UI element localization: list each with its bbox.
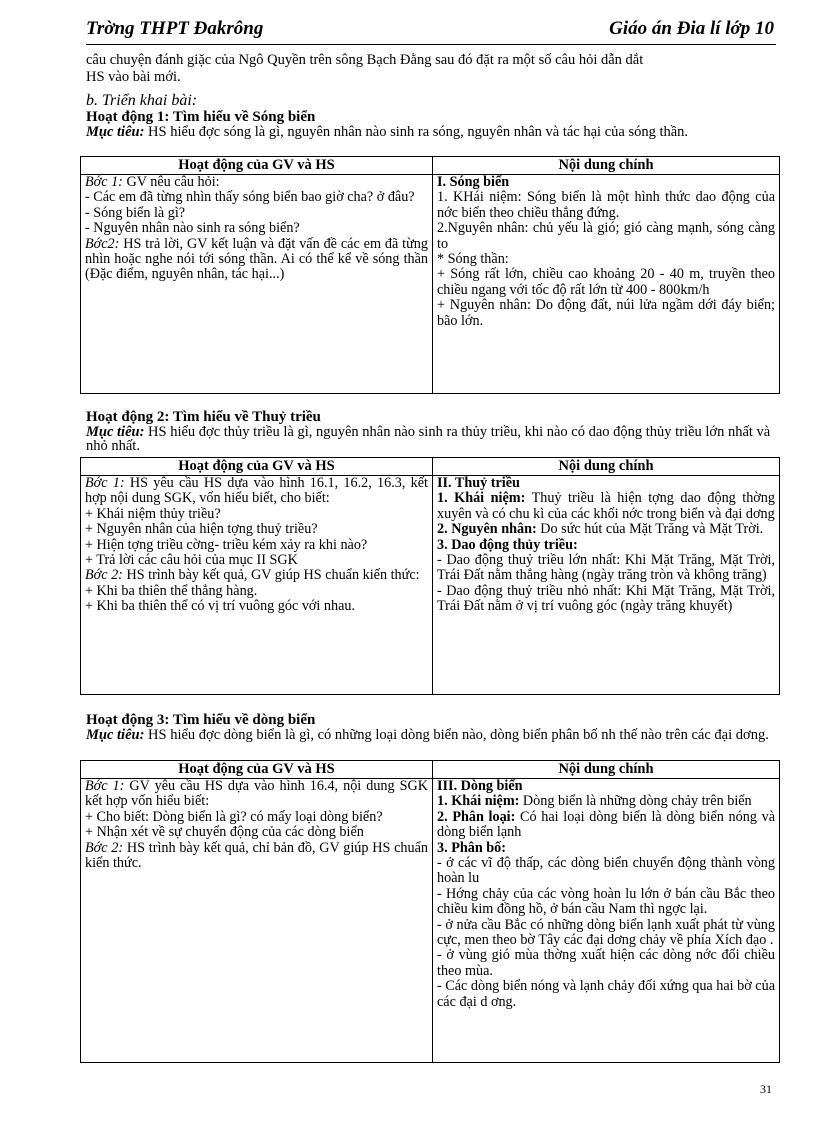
goal-label: Mục tiêu:	[86, 424, 145, 440]
paragraph-text: - ở nửa cầu Bắc có những dòng biển lạnh xuất phát từ vùng cực, men theo bờ Tây các đại dơng chảy về phía Xích đạo .	[437, 916, 775, 949]
paragraph-text: + Khi ba thiên thể có vị trí vuông góc với nhau.	[85, 598, 356, 615]
section-subheading: b. Triển khai bài:	[86, 92, 198, 109]
paragraph-text: + Khi ba thiên thể thẳng hàng.	[85, 582, 258, 599]
paragraph-text: + Nguyên nhân của hiện tợng thuỷ triều?	[85, 521, 318, 538]
bold-heading: 3. Dao động thủy triều:	[437, 536, 578, 553]
cell-paragraph	[85, 175, 428, 190]
activity-2-table	[80, 457, 780, 695]
cell-paragraph	[437, 948, 775, 979]
cell-paragraph	[85, 584, 428, 599]
activity-3-goal	[86, 728, 782, 742]
cell-paragraph	[85, 779, 428, 810]
cell-paragraph	[437, 841, 775, 856]
paragraph-text: - Hớng chảy của các vòng hoàn lu lớn ở bán cầu Bắc theo chiều kim đồng hồ, ở bán cầu Nam thì ngợc lại.	[437, 885, 775, 918]
cell-paragraph	[85, 599, 428, 614]
paragraph-text: Dòng biển là những dòng chảy trên biển	[519, 793, 752, 810]
paragraph-text: - Nguyên nhân nào sinh ra sóng biển?	[85, 220, 300, 237]
cell-paragraph	[437, 252, 775, 267]
bold-heading: 1. Khái niệm:	[437, 490, 526, 507]
activity-3-title: Hoạt động 3: Tìm hiểu về dòng biển	[86, 712, 316, 728]
paragraph-text: - Sóng biển là gì?	[85, 204, 186, 221]
cell-paragraph	[85, 538, 428, 553]
paragraph-text: HS trình bày kết quả, chỉ bản đồ, GV giúp HS chuẩn kiến thức.	[85, 839, 428, 872]
cell-paragraph	[437, 175, 775, 190]
cell-paragraph	[85, 507, 428, 522]
cell-paragraph	[437, 553, 775, 584]
activity-1-goal	[86, 125, 782, 139]
paragraph-text: + Trả lời các câu hỏi của mục II SGK	[85, 552, 298, 569]
cell-paragraph	[437, 810, 775, 841]
table-header-left: Hoạt động của GV và HS	[81, 157, 433, 175]
table-header-right: Nội dung chính	[433, 458, 780, 476]
table-header-right: Nội dung chính	[433, 157, 780, 175]
activity-1-title: Hoạt động 1: Tìm hiểu về Sóng biển	[86, 109, 316, 125]
intro-paragraph	[86, 52, 778, 86]
cell-paragraph	[437, 779, 775, 794]
table-header-right: Nội dung chính	[433, 761, 780, 779]
intro-line: HS vào bài mới.	[86, 69, 181, 85]
paragraph-text: Do sức hút của Mặt Trăng và Mặt Trời.	[536, 521, 764, 538]
paragraph-text: GV nêu câu hỏi:	[122, 174, 220, 190]
activity-3-table	[80, 760, 780, 1063]
cell-paragraph	[85, 522, 428, 537]
paragraph-text: + Nhận xét về sự chuyển động của các dòng biển	[85, 824, 364, 841]
paragraph-text: + Sóng rất lớn, chiều cao khoảng 20 - 40 m, truyền theo chiều ngang với tốc độ rất lớn từ 400 - 800km/h	[437, 266, 775, 298]
bold-heading: 2. Nguyên nhân:	[437, 521, 537, 538]
paragraph-text: - ở vùng gió mùa thờng xuất hiện các dòng nớc đổi chiều theo mùa.	[437, 947, 775, 979]
goal-text: HS hiểu đợc thủy triều là gì, nguyên nhân nào sinh ra thủy triều, khi nào có dao động thủy triều lớn nhất và nhỏ nhất.	[86, 424, 771, 454]
main-content	[433, 779, 780, 1063]
paragraph-text: - Các em đã từng nhìn thấy sóng biển bao giờ cha? ở đâu?	[85, 189, 415, 206]
teacher-student-activities	[81, 175, 433, 394]
paragraph-text: 1. KHái niệm: Sóng biển là một hình thức dao động của nớc biển theo chiều thẳng đứng.	[437, 189, 775, 221]
bold-heading: 2. Phân loại:	[437, 808, 516, 825]
step-label: Bớc 1:	[85, 475, 125, 491]
cell-paragraph	[437, 584, 775, 615]
teacher-student-activities	[81, 779, 433, 1063]
paragraph-text: + Nguyên nhân: Do động đất, núi lửa ngầm dới đáy biển; bão lớn.	[437, 297, 775, 329]
step-label: Bớc 1:	[85, 174, 123, 190]
step-label: Bớc 1:	[85, 778, 125, 794]
bold-heading: 3. Phân bố:	[437, 839, 506, 856]
activity-2-goal	[86, 425, 782, 453]
paragraph-text: + Cho biết: Dòng biển là gì? có mấy loại dòng biển?	[85, 808, 383, 825]
cell-paragraph	[437, 856, 775, 887]
page-number: 31	[760, 1082, 772, 1096]
bold-heading: II. Thuỷ triều	[437, 475, 520, 491]
goal-label: Mục tiêu:	[86, 727, 145, 743]
paragraph-text: + Hiện tợng triều cờng- triều kém xảy ra khi nào?	[85, 536, 368, 553]
bold-heading: I. Sóng biển	[437, 174, 510, 190]
paragraph-text: - ở các vĩ độ thấp, các dòng biển chuyển động thành vòng hoàn lu	[437, 855, 775, 887]
paragraph-text: - Các dòng biển nóng và lạnh chảy đối xứng qua hai bờ của các đại d ơng.	[437, 978, 775, 1010]
cell-paragraph	[437, 887, 775, 918]
cell-paragraph	[437, 476, 775, 491]
cell-paragraph	[437, 979, 775, 1010]
cell-paragraph	[85, 190, 428, 205]
cell-paragraph	[85, 221, 428, 236]
cell-paragraph	[85, 476, 428, 507]
goal-label: Mục tiêu:	[86, 124, 145, 140]
teacher-student-activities	[81, 476, 433, 695]
cell-paragraph	[437, 522, 775, 537]
cell-paragraph	[85, 553, 428, 568]
step-label: Bớc2:	[85, 235, 120, 252]
table-header-left: Hoạt động của GV và HS	[81, 458, 433, 476]
table-header-left: Hoạt động của GV và HS	[81, 761, 433, 779]
paragraph-text: Có hai loại dòng biển là dòng biển nóng và dòng biển lạnh	[437, 808, 775, 841]
cell-paragraph	[437, 267, 775, 298]
cell-paragraph	[437, 190, 775, 221]
school-name: Trờng THPT Đakrông	[86, 18, 264, 39]
goal-text: HS hiểu đợc dòng biển là gì, có những loại dòng biển nào, dòng biển phân bố nh thế nào trên các đại dơng.	[144, 727, 769, 743]
bold-heading: III. Dòng biển	[437, 778, 523, 794]
cell-paragraph	[85, 841, 428, 872]
main-content	[433, 476, 780, 695]
cell-paragraph	[437, 298, 775, 329]
cell-paragraph	[85, 237, 428, 283]
cell-paragraph	[85, 825, 428, 840]
intro-line: câu chuyện đánh giặc của Ngô Quyền trên sông Bạch Đằng sau đó đặt ra một số câu hỏi dẫn dắt	[86, 52, 644, 68]
cell-paragraph	[437, 794, 775, 809]
cell-paragraph	[437, 538, 775, 553]
step-label: Bớc 2:	[85, 839, 124, 856]
paragraph-text: 2.Nguyên nhân: chủ yếu là gió; gió càng mạnh, sóng càng to	[437, 220, 775, 252]
cell-paragraph	[437, 221, 775, 252]
paragraph-text: - Dao động thuỷ triều lớn nhất: Khi Mặt Trăng, Mặt Trời, Trái Đất nằm thẳng hàng (ngày trăng tròn và không trăng)	[437, 552, 775, 584]
page-header	[86, 16, 776, 45]
paragraph-text: GV yêu cầu HS dựa vào hình 16.4, nội dung SGK kết hợp vốn hiểu biết:	[85, 778, 428, 810]
cell-paragraph	[85, 810, 428, 825]
cell-paragraph	[85, 206, 428, 221]
paragraph-text: Thuỷ triều là hiện tợng dao động thờng xuyên và có chu kì của các khối nớc trong biển và đại dơng	[437, 490, 775, 522]
bold-heading: 1. Khái niệm:	[437, 793, 520, 810]
goal-text: HS hiểu đợc sóng là gì, nguyên nhân nào sinh ra sóng, nguyên nhân và tác hại của sóng thần.	[144, 124, 689, 140]
paragraph-text: HS yêu cầu HS dựa vào hình 16.1, 16.2, 16.3, kết hợp nội dung SGK, vốn hiểu biết, cho biết:	[85, 475, 428, 507]
activity-1-table	[80, 156, 780, 394]
step-label: Bớc 2:	[85, 567, 123, 584]
paragraph-text: HS trình bày kết quả, GV giúp HS chuẩn kiến thức:	[122, 567, 420, 584]
lesson-subject: Giáo án Đia lí lớp 10	[609, 18, 774, 39]
paragraph-text: HS trả lời, GV kết luận và đặt vấn đề các em đã từng nhìn hoặc nghe nói tới sóng thần. Ai có thể kể về sóng thần (Đặc điểm, nguyên nhân, tác hại...)	[85, 235, 428, 283]
cell-paragraph	[437, 918, 775, 949]
paragraph-text: - Dao động thuỷ triều nhỏ nhất: Khi Mặt Trăng, Mặt Trời, Trái Đất nằm ở vị trí vuông góc (ngày trăng khuyết)	[437, 582, 775, 615]
cell-paragraph	[437, 491, 775, 522]
main-content	[433, 175, 780, 394]
activity-2-title: Hoạt động 2: Tìm hiểu về Thuỷ triều	[86, 409, 321, 425]
paragraph-text: * Sóng thần:	[437, 251, 509, 268]
paragraph-text: + Khái niệm thủy triều?	[85, 505, 221, 522]
cell-paragraph	[85, 568, 428, 583]
